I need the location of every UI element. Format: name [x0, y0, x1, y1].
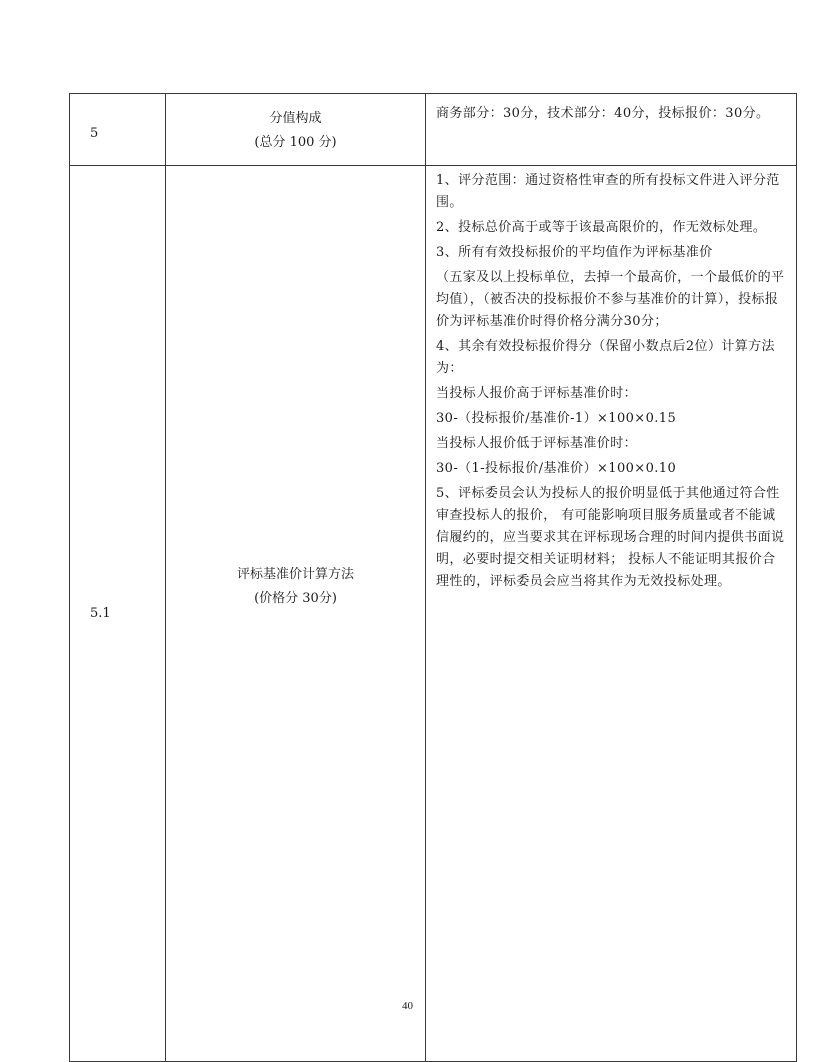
item-number: 5.1: [70, 166, 166, 1062]
item-title: 评标基准价计算方法: [236, 566, 354, 582]
description-paragraph: 1、评分范围：通过资格性审查的所有投标文件进入评分范围。: [436, 173, 780, 210]
formula-line: 30-（投标报价/基准价-1）×100×0.15: [436, 411, 677, 426]
page-number: 40: [402, 1000, 413, 1012]
item-subtitle: (总分 100 分): [254, 134, 337, 150]
table-row: [70, 166, 797, 1062]
item-number: 5: [70, 94, 166, 166]
description-paragraph: （五家及以上投标单位，去掉一个最高价，一个最低价的平均值），（被否决的投标报价不参与基准价的计算），投标报价为评标基准价时得价格分满分30分；: [436, 270, 785, 329]
table-row: [70, 94, 797, 166]
item-title-cell: [166, 94, 426, 166]
item-subtitle: (价格分 30分): [254, 590, 337, 606]
item-description: [426, 166, 797, 1062]
item-title-cell: [166, 166, 426, 1062]
item-description: [426, 94, 797, 166]
item-title: 分值构成: [269, 110, 322, 126]
description-paragraph: 5、评标委员会认为投标人的报价明显低于其他通过符合性审查投标人的报价， 有可能影响项目服务质量或者不能诚信履约的，应当要求其在评标现场合理的时间内提供书面说明，必要时提交相关证明材料； 投标人不能证明其报价合理性的，评标委员会应当将其作为无效投标处理。: [436, 486, 785, 589]
description-paragraph: 当投标人报价低于评标基准价时：: [436, 436, 638, 451]
description-paragraph: 3、所有有效投标报价的平均值作为评标基准价: [436, 245, 713, 260]
scoring-table: [69, 93, 797, 1062]
description-paragraph: 2、投标总价高于或等于该最高限价的，作无效标处理。: [436, 220, 767, 235]
description-paragraph: 4、其余有效投标报价得分（保留小数点后2位）计算方法为：: [436, 339, 775, 376]
description-paragraph: 商务部分：30分，技术部分：40分，投标报价：30分。: [436, 106, 770, 121]
formula-line: 30-（1-投标报价/基准价）×100×0.10: [436, 461, 677, 476]
description-paragraph: 当投标人报价高于评标基准价时：: [436, 386, 638, 401]
